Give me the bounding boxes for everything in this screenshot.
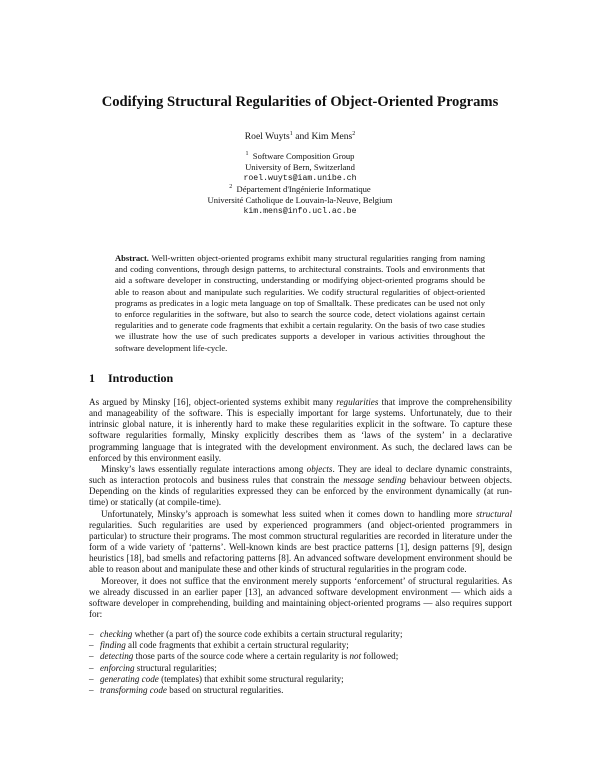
section-number: 1 [89,371,95,385]
author-name: Kim Mens [311,131,353,142]
affiliation-mark: 1 [245,151,249,157]
paragraph: Unfortunately, Minsky’s approach is somewhat less suited when it comes down to handling more structural regularities. Such regularities are used by experienced programmers (and object-oriented programmers in particular) to structure their programs. The most common structural regularities are recorded in literature under the form of a wide variety of ‘patterns’. Well-known kinds are best practice patterns [1], design patterns [9], design heuristics [18], bad smells and refactoring patterns [8]. An advanced software development environment should be able to reason about and manipulate these and other kinds of structural regularities in the program code. [89,508,512,575]
list-item: – checking whether (a part of) the source code exhibits a certain structural regularity; [89,629,403,640]
affiliation-institution: University of Bern, Switzerland [245,162,355,173]
paragraph: Minsky’s laws essentially regulate interactions among objects. They are ideal to declare dynamic constraints, such as interaction protocols and business rules that constrain the message sending behaviour between objects. Depending on the kinds of regularities expressed they can be enforced by the environment dynamically (at run-time) or statically (at compile-time). [89,463,513,508]
section-title: Introduction [108,371,174,385]
affiliation-institution: Université Catholique de Louvain-la-Neuve, Belgium [207,195,393,206]
paragraph: As argued by Minsky [16], object-oriented systems exhibit many regularities that improve the comprehensibility and manageability of the software. This is especially important for large systems. Unfortunately, due to their intrinsic global nature, it is inherently hard to make these regularities explicit in the software. To capture these software regularities formally, Minsky explicitly describes them as ‘laws of the system’ in a declarative programming language that is integrated with the development environment. As such, the declared laws can be enforced by this environment easily. [89,397,512,463]
affiliations [0,151,600,218]
affiliation-mark: 2 [229,184,233,191]
list-item: – enforcing structural regularities; [89,662,217,673]
section-body [89,397,512,696]
abstract-label: Abstract. [115,253,149,263]
abstract [115,253,485,354]
section-heading [89,371,173,386]
author-conjunction: and [295,131,310,142]
affiliation-name: $^1$ Software Composition Group [245,151,355,161]
affiliation-email[interactable]: roel.wuyts@iam.unibe.ch [243,174,357,184]
paragraph: Moreover, it does not suffice that the environment merely supports ‘enforcement’ of structural regularities. As we already discussed in an earlier paper [13], an advanced software development environment — which aids a software developer in comprehending, building and maintaining object-oriented programs — also requires support for: [89,575,512,619]
abstract-text: Well-written object-oriented programs exhibit many structural regularities ranging from naming and coding conventions, through design patterns, to architectural constraints. Tools and environments that aid a software developer in constructing, understanding or modifying object-oriented programs should be able to reason about and manipulate such regularities. We codify structural regularities of object-oriented programs as predicates in a logic meta language on top of Smalltalk. These predicates can be used not only to enforce regularities in the software, but also to search the source code, detect violations against certain regularities and to generate code fragments that exhibit a certain regularity. On the basis of two case studies we illustrate how the use of such predicates supports a developer in various activities throughout the software development life-cycle. [115,253,486,353]
list-item: – finding all code fragments that exhibit a certain structural regularity; [89,640,349,651]
author-mark: 1 [289,131,293,137]
affiliation-name: $^2$ Département d'Ingénierie Informatique [229,184,371,195]
author-line [0,131,600,142]
requirements-list [89,629,512,696]
affiliation-email[interactable]: kim.mens@info.ucl.ac.be [243,207,357,217]
list-item: – detecting those parts of the source code where a certain regularity is not followed; [89,651,399,662]
list-item: – transforming code based on structural regularities. [89,684,284,695]
author-name: Roel Wuyts [244,131,290,142]
paper-title: Codifying Structural Regularities of Object-Oriented Programs [101,94,499,110]
list-item: – generating code (templates) that exhibit some structural regularity; [89,673,344,684]
author-mark: 2 [352,131,356,137]
